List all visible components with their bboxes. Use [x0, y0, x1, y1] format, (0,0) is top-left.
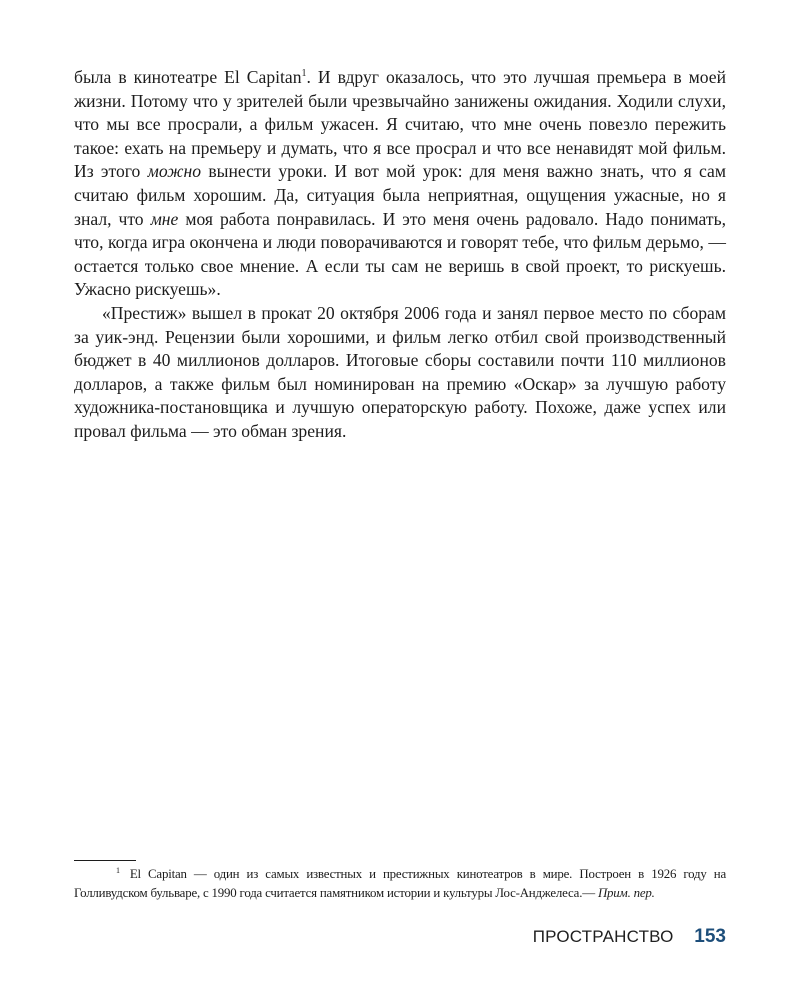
- paragraph-text-part: моя работа понравилась. И это меня очень радовало. Надо понимать, что, когда игра окончена и люди поворачиваются и говорят тебе, что фильм дерьмо, — остается только свое мнение. А если ты сам не веришь в свой проект, то рискуешь. Ужасно рискуешь».: [74, 208, 726, 300]
- footnote-text: El Capitan — один из самых известных и престижных кинотеатров в мире. Построен в 1926 году на Голливудском бульваре, с 1990 года считается памятником истории и культуры Лос-Анджелеса.—: [74, 867, 726, 900]
- paragraph-text-part: была в кинотеатре El Capitan: [74, 67, 302, 87]
- main-text: [74, 66, 726, 444]
- page-number: 153: [694, 926, 726, 947]
- footnote-mark: 1: [116, 865, 120, 875]
- section-title: ПРОСТРАНСТВО: [532, 927, 674, 946]
- running-footer: [533, 925, 726, 949]
- footnote: [74, 865, 726, 903]
- italic-emphasis: мне: [150, 208, 179, 229]
- paragraph-text-part: вынести уроки. И вот мой урок: для меня важно знать, что я сам считаю фильм хорошим. Да, ситуация была неприятная, ощущения ужасные, но я знал, что: [74, 161, 726, 229]
- footnote-attribution: Прим. пер.: [597, 886, 655, 900]
- paragraph-quote-end: [74, 66, 726, 302]
- footnote-divider: [74, 860, 136, 861]
- paragraph-prestige-release: «Престиж» вышел в прокат 20 октября 2006 года и занял первое место по сборам за уик-энд. Рецензии были хорошими, и фильм легко отбил свой производственный бюджет в 40 миллионов долларов. Итоговые сборы составили почти 110 миллионов долларов, а также фильм был номинирован на премию «Оскар» за лучшую работу художника-постановщика и лучшую операторскую работу. Похоже, даже успех или провал фильма — это обман зрения.: [74, 302, 726, 441]
- italic-emphasis: можно: [147, 161, 202, 182]
- footnote-reference[interactable]: 1: [301, 68, 307, 80]
- paragraph-text-part: . И вдруг оказалось, что это лучшая премьера в моей жизни. Потому что у зрителей были чрезвычайно занижены ожидания. Ходили слухи, что мы все просрали, а фильм ужасен. Я считаю, что мне очень повезло пережить такое: ехать на премьеру и думать, что я все просрал и что все ненавидят мой фильм. Из этого: [74, 67, 726, 182]
